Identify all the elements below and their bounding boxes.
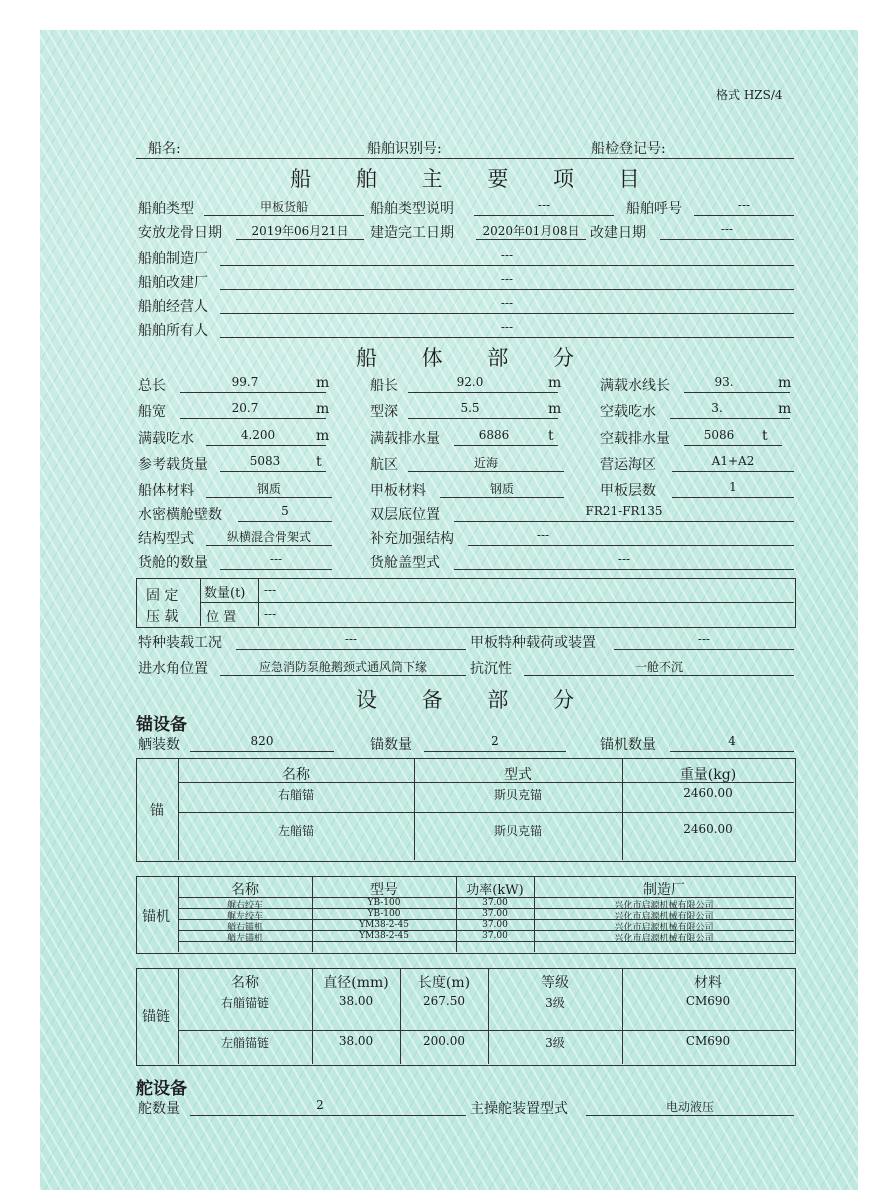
windlass-row-4-model: YM38-2-45 xyxy=(359,931,409,941)
anchor-count-value: 2 xyxy=(491,734,499,748)
ship-name-label: 船名: xyxy=(148,141,181,157)
depth-label: 型深 xyxy=(370,404,398,420)
sea-area-label: 营运海区 xyxy=(600,457,656,473)
hull-mat-value: 钢质 xyxy=(256,482,281,496)
rudder-count-value: 2 xyxy=(316,1098,324,1112)
windlass-count-label: 锚机数量 xyxy=(600,737,656,753)
full-draft-label: 满载吃水 xyxy=(138,431,194,447)
windlass-row-2-maker: 兴化市启源机械有限公司 xyxy=(614,912,714,922)
ballast-pos-label: 位 置 xyxy=(206,610,237,625)
owner-label: 船舶所有人 xyxy=(138,323,208,339)
chain-row-2-diameter: 38.00 xyxy=(338,1034,374,1048)
full-draft-value: 4.200 xyxy=(240,428,276,442)
main-items-title: 船 舶 主 要 项 目 xyxy=(290,167,640,191)
chain-header-length: 长度(m) xyxy=(417,975,471,991)
anchor-header-name: 名称 xyxy=(282,767,310,783)
windlass-row-4-power: 37.00 xyxy=(482,931,508,941)
rudder-count-label: 舵数量 xyxy=(138,1101,180,1117)
bulkheads-value: 5 xyxy=(281,504,289,518)
ref-cargo-value: 5083 xyxy=(249,454,281,468)
type-desc-label: 船舶类型说明 xyxy=(370,201,454,217)
anchor-section-title: 锚设备 xyxy=(136,715,187,735)
anchor-row-2-type: 斯贝克锚 xyxy=(493,824,542,838)
holds-value: --- xyxy=(269,552,283,566)
windlass-row-3-power: 37.00 xyxy=(482,920,508,930)
chain-row-1-name: 右艏锚链 xyxy=(220,996,269,1010)
lpp-value: 92.0 xyxy=(456,375,484,389)
built-label: 建造完工日期 xyxy=(370,225,454,241)
windlass-header-maker: 制造厂 xyxy=(643,882,685,898)
anchor-row-1-name: 右艏锚 xyxy=(277,788,314,802)
chain-header-material: 材料 xyxy=(694,975,722,991)
fixed-ballast-c1: 固 定 xyxy=(146,588,179,604)
equipment-numeral-value: 820 xyxy=(250,734,274,748)
chain-row-1-length: 267.50 xyxy=(423,994,465,1008)
call-sign-label: 船舶呼号 xyxy=(626,201,682,217)
deck-mat-label: 甲板材料 xyxy=(370,483,426,499)
reinforce-label: 补充加强结构 xyxy=(370,531,454,547)
double-bottom-label: 双层底位置 xyxy=(370,507,440,523)
chain-row-2-length: 200.00 xyxy=(423,1034,465,1048)
structure-label: 结构型式 xyxy=(138,531,194,547)
ballast-pos-value: --- xyxy=(264,607,277,621)
anchor-table-label: 锚 xyxy=(150,803,164,819)
sink-value: 一舱不沉 xyxy=(634,660,683,674)
structure-value: 纵横混合骨架式 xyxy=(226,530,311,544)
light-disp-value: 5086 xyxy=(703,428,735,442)
windlass-count-value: 4 xyxy=(728,734,736,748)
windlass-row-1-model: YB-100 xyxy=(367,898,401,908)
rebuilt-label: 改建日期 xyxy=(590,225,646,241)
chain-row-2-name: 左艏锚链 xyxy=(220,1036,269,1050)
rebuilder-value: --- xyxy=(500,272,514,286)
ship-type-label: 船舶类型 xyxy=(138,201,194,217)
decks-label: 甲板层数 xyxy=(600,483,656,499)
owner-value: --- xyxy=(500,320,514,334)
equipment-title: 设 备 部 分 xyxy=(355,688,575,712)
windlass-row-1-power: 37.00 xyxy=(482,898,508,908)
chain-row-1-material: CM690 xyxy=(685,994,731,1008)
windlass-header-model: 型号 xyxy=(370,882,398,898)
loa-value: 99.7 xyxy=(231,375,259,389)
rebuilt-value: --- xyxy=(720,222,734,236)
ballast-qty-value: --- xyxy=(264,583,277,597)
rudder-section-title: 舵设备 xyxy=(136,1079,187,1099)
form-code: 格式 HZS/4 xyxy=(716,88,783,102)
light-disp-label: 空载排水量 xyxy=(600,431,670,447)
operator-value: --- xyxy=(500,296,514,310)
decks-value: 1 xyxy=(729,480,737,494)
header-rule xyxy=(136,158,794,159)
light-draft-value: 3. xyxy=(711,401,723,415)
chain-row-2-material: CM690 xyxy=(685,1034,731,1048)
type-desc-value: --- xyxy=(537,198,551,212)
windlass-header-power: 功率(kW) xyxy=(466,883,524,898)
anchor-count-label: 锚数量 xyxy=(370,737,412,753)
special-load-value: --- xyxy=(344,632,358,646)
windlass-row-3-maker: 兴化市启源机械有限公司 xyxy=(614,923,714,933)
rebuilder-label: 船舶改建厂 xyxy=(138,275,208,291)
deck-special-label: 甲板特种载荷或装置 xyxy=(470,635,596,651)
depth-value: 5.5 xyxy=(460,401,480,415)
fixed-ballast-c2: 压 载 xyxy=(146,609,179,625)
bulkheads-label: 水密横舱壁数 xyxy=(138,507,222,523)
hatch-value: --- xyxy=(617,552,631,566)
chain-header-diameter: 直径(mm) xyxy=(323,975,389,991)
hatch-label: 货舱盖型式 xyxy=(370,555,440,571)
lpp-label: 船长 xyxy=(370,378,398,394)
windlass-header-name: 名称 xyxy=(231,882,259,898)
hull-mat-label: 船体材料 xyxy=(138,483,194,499)
holds-label: 货舱的数量 xyxy=(138,555,208,571)
windlass-row-2-power: 37.00 xyxy=(482,909,508,919)
chain-row-2-grade: 3级 xyxy=(545,1036,565,1050)
beam-value: 20.7 xyxy=(231,401,259,415)
builder-label: 船舶制造厂 xyxy=(138,251,208,267)
anchor-row-1-weight: 2460.00 xyxy=(683,786,733,800)
steering-label: 主操舵装置型式 xyxy=(470,1101,568,1117)
windlass-row-4-maker: 兴化市启源机械有限公司 xyxy=(614,934,714,944)
windlass-row-2-name: 艉左绞车 xyxy=(226,912,263,922)
certificate-sheet: 格式 HZS/4 船名: 船舶识别号: 船检登记号: 船 舶 主 要 项 目 船舶类型 甲板货船 船舶类型说明 --- 船舶呼号 --- 安放龙骨日期 2019年06月21日 建造完工日期 2020年01月08日 改建日期 --- 船舶制造厂 --- 船舶改建厂 --- 船舶经营人 --- 船舶所有人 --- 船 体 部 分 总长 99.7 m 船长 92.0 m 满载水线长 93. m 船宽 20.7 m 型深 5.5 m 空载吃水 3. m 满载吃水 4.200 m 满载排水量 6886 t 空载排水量 5086 t 参考载货量 5083 t 航区 近海 营运海区 A1+A2 船体材料 钢质 甲板材料 钢质 甲板层数 1 水密横舱壁数 5 双层底位置 FR21-FR135 结构型式 纵横混合骨架式 补充加强结构 --- 货舱的数量 --- 货舱盖型式 --- 固 定 压 载 数量(t) --- 位 置 --- 特种装载工况 --- 甲板特种载荷或装置 --- 进水角位置 应急消防泵舱鹅颈式通风筒下缘 抗沉性 一舱不沉 设 备 部 分 锚设备 舾装数 820 锚数量 2 锚机数量 4 锚 名称 型式 重量(kg) 右艏锚 斯贝克锚 2460.00 左艏锚 斯贝克锚 2460.00 锚机 名称 型号 功率(kW) 制造厂 艉右绞车 YB-100 37.00 兴化市启源机械有限公司 艉左绞车 YB-100 37.00 兴化市启源机械有限公司 艏右锚机 YM38-2-45 37.00 兴化市启源机械有限公司 艏左锚机 YM38-2-45 37.00 兴化市启源机械有限公司 锚链 名称 直径(mm) 长度(m) 等级 材料 右艏锚链 38.00 267.50 3级 CM690 左艏锚链 38.00 200.00 3级 CM690 舵设备 舵数量 2 主操舵装置型式 电动液压 xyxy=(40,30,858,1190)
deck-mat-value: 钢质 xyxy=(489,482,514,496)
ballast-qty-label: 数量(t) xyxy=(204,586,246,601)
double-bottom-value: FR21-FR135 xyxy=(585,504,663,518)
ship-id-label: 船舶识别号: xyxy=(367,141,442,157)
keel-value: 2019年06月21日 xyxy=(251,224,349,238)
nav-area-value: 近海 xyxy=(473,456,498,470)
full-disp-value: 6886 xyxy=(478,428,510,442)
equipment-numeral-label: 舾装数 xyxy=(138,737,180,753)
ref-cargo-label: 参考载货量 xyxy=(138,457,208,473)
chain-row-1-diameter: 38.00 xyxy=(338,994,374,1008)
windlass-row-3-name: 艏右锚机 xyxy=(226,923,263,933)
reg-no-label: 船检登记号: xyxy=(591,141,666,157)
ship-type-value: 甲板货船 xyxy=(259,200,308,214)
reinforce-value: --- xyxy=(536,528,550,542)
anchor-row-2-weight: 2460.00 xyxy=(683,822,733,836)
sea-area-value: A1+A2 xyxy=(711,454,755,468)
anchor-header-type: 型式 xyxy=(504,767,532,783)
steering-value: 电动液压 xyxy=(665,1100,714,1114)
light-draft-label: 空载吃水 xyxy=(600,404,656,420)
flood-label: 进水角位置 xyxy=(138,661,208,677)
windlass-row-3-model: YM38-2-45 xyxy=(359,920,409,930)
special-load-label: 特种装载工况 xyxy=(138,635,222,651)
built-value: 2020年01月08日 xyxy=(482,224,580,238)
flood-value: 应急消防泵舱鹅颈式通风筒下缘 xyxy=(258,660,427,674)
nav-area-label: 航区 xyxy=(370,457,398,473)
beam-label: 船宽 xyxy=(138,404,166,420)
chain-row-1-grade: 3级 xyxy=(545,996,565,1010)
operator-label: 船舶经营人 xyxy=(138,299,208,315)
call-sign-value: --- xyxy=(737,198,751,212)
deck-special-value: --- xyxy=(697,632,711,646)
hull-title: 船 体 部 分 xyxy=(355,346,575,370)
windlass-row-1-maker: 兴化市启源机械有限公司 xyxy=(614,901,714,911)
windlass-table-label: 锚机 xyxy=(142,909,170,925)
anchor-header-weight: 重量(kg) xyxy=(679,767,737,783)
anchor-row-2-name: 左艏锚 xyxy=(277,824,314,838)
sink-label: 抗沉性 xyxy=(470,661,512,677)
anchor-row-1-type: 斯贝克锚 xyxy=(493,788,542,802)
builder-value: --- xyxy=(500,248,514,262)
chain-header-grade: 等级 xyxy=(541,975,569,991)
lwl-value: 93. xyxy=(714,375,734,389)
lwl-label: 满载水线长 xyxy=(600,378,670,394)
chain-table-label: 锚链 xyxy=(142,1009,170,1025)
windlass-row-1-name: 艉右绞车 xyxy=(226,901,263,911)
windlass-row-2-model: YB-100 xyxy=(367,909,401,919)
keel-label: 安放龙骨日期 xyxy=(138,225,222,241)
full-disp-label: 满载排水量 xyxy=(370,431,440,447)
windlass-row-4-name: 艏左锚机 xyxy=(226,934,263,944)
loa-label: 总长 xyxy=(138,378,166,394)
chain-header-name: 名称 xyxy=(231,975,259,991)
